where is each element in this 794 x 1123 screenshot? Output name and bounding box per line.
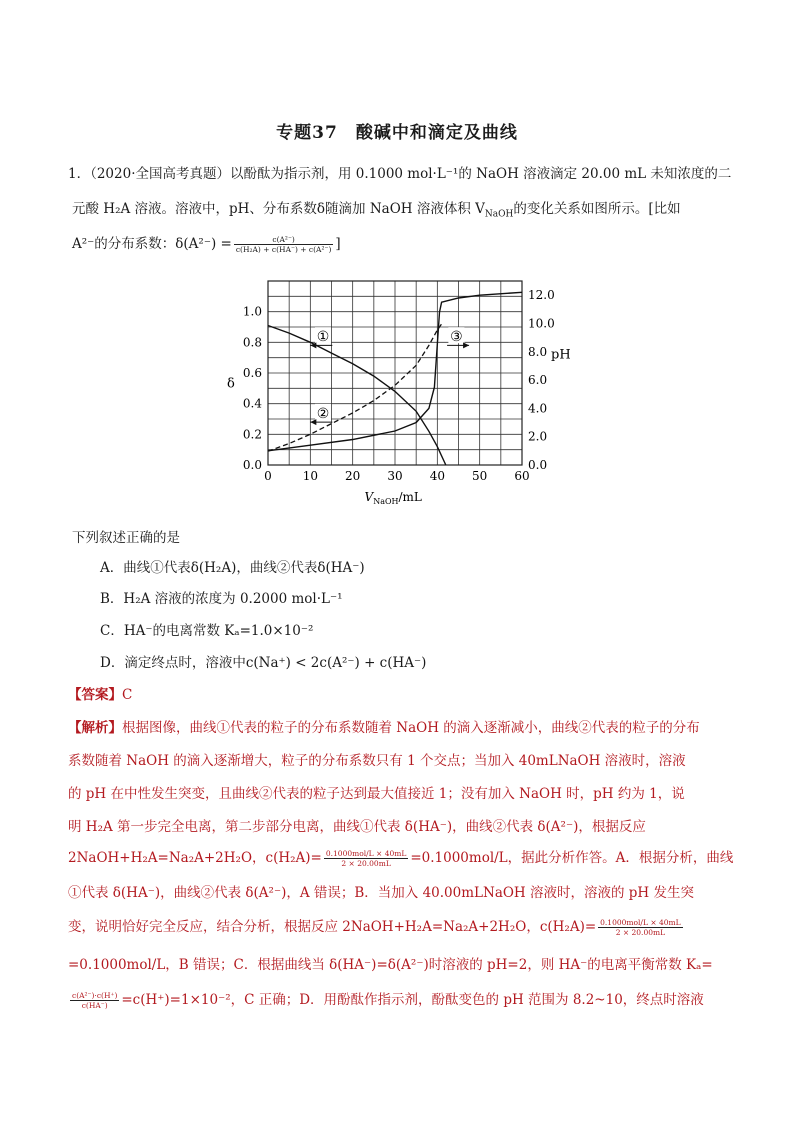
fraction-numerator: c(A²⁻) [234,235,334,245]
ka-fraction-denominator: c(HA⁻) [81,1001,108,1010]
analysis-line-6: ①代表 δ(HA⁻)，曲线②代表 δ(A²⁻)，A 错误；B．当加入 40.00mLNaOH 溶液时，溶液的 pH 发生突 [68,885,694,901]
fraction-1-numerator: 0.1000mol/L × 40mL [325,849,407,858]
distribution-fraction [234,235,334,254]
arrow-head [310,419,316,425]
arrow-head [463,342,469,348]
right-tick-label: 4.0 [528,401,548,416]
concentration-fraction-2 [598,918,682,937]
right-axis-ticks [528,288,555,472]
titration-chart [225,276,571,516]
option-b-letter: B． [100,591,124,607]
x-axis-label-var: V [364,490,374,504]
question-line-3-end: ] [335,236,341,252]
question-line-3-pre: A²⁻的分布系数：δ(A²⁻) = [72,236,232,252]
analysis-line-2: 系数随着 NaOH 的滴入逐渐增大，粒子的分布系数只有 1 个交点；当加入 40mLNaOH 溶液时，溶液 [68,753,686,769]
fraction-denominator: c(H₂A) + c(HA⁻) + c(A²⁻) [235,245,332,254]
option-a-letter: A． [100,560,124,576]
option-d-letter: D． [100,655,125,671]
series-2-line [268,324,442,451]
page-title: 专题37 酸碱中和滴定及曲线 [276,123,518,143]
question-line-1: 1．（2020·全国高考真题）以酚酞为指示剂，用 0.1000 mol·L⁻¹的 NaOH 溶液滴定 20.00 mL 未知浓度的二 [68,166,732,182]
option-b-text: H₂A 溶液的浓度为 0.2000 mol·L⁻¹ [123,591,343,607]
curve-annotations [310,327,469,425]
option-d-text: 滴定终点时，溶液中c(Na⁺) < 2c(A²⁻) + c(HA⁻) [124,655,427,671]
analysis-line-9-post: =c(H⁺)=1×10⁻²，C 正确；D．用酚酞作指示剂，酚酞变色的 pH 范围为 8.2~10，终点时溶液 [121,992,704,1008]
concentration-fraction-1 [324,849,408,868]
x-tick-label: 10 [302,469,318,483]
option-c [100,621,313,641]
x-axis-label-unit: /mL [398,490,422,504]
analysis-line-9 [68,990,704,1010]
question-line-2-end: 的变化关系如图所示。[比如 [513,201,681,217]
chart-grid [268,281,522,465]
analysis-line-7-pre: 变，说明恰好完全反应，结合分析，根据反应 2NaOH+H₂A=Na₂A+2H₂O，c(H₂A)= [68,919,597,935]
option-c-letter: C． [100,623,124,639]
question-prompt: 下列叙述正确的是 [72,530,180,546]
analysis-line-5 [68,848,733,868]
analysis-text-1: 根据图像，曲线①代表的粒子的分布系数随着 NaOH 的滴入逐渐减小，曲线②代表的粒子的分布 [122,720,700,736]
question-line-2-sub: NaOH [484,209,514,220]
question-line-2-text: 元酸 H₂A 溶液。溶液中，pH、分布系数δ随滴加 NaOH 溶液体积 V [72,201,485,217]
option-b [100,589,343,609]
answer-label: 【答案】 [68,687,122,703]
y-axis-label-left: δ [227,376,235,392]
ka-fraction [70,991,119,1010]
left-tick-label: 0.6 [242,366,262,380]
y-axis-label-right: pH [551,347,571,363]
option-c-text: HA⁻的电离常数 Kₐ=1.0×10⁻² [123,623,314,639]
series-1-line [268,326,446,466]
analysis-line-5-pre: 2NaOH+H₂A=Na₂A+2H₂O，c(H₂A)= [68,850,322,866]
question-line-2 [72,199,681,225]
analysis-line-3: 的 pH 在中性发生突变，且曲线②代表的粒子达到最大值接近 1；没有加入 NaOH 时，pH 约为 1，说 [68,786,685,802]
fraction-1-denominator: 2 × 20.00mL [341,859,391,868]
left-tick-label: 0.0 [242,458,262,472]
analysis-line-1 [68,718,700,738]
analysis-line-8: =0.1000mol/L，B 错误；C．根据曲线当 δ(HA⁻)=δ(A²⁻)时溶液的 pH=2，则 HA⁻的电离平衡常数 Kₐ= [68,957,713,973]
right-tick-label: 8.0 [528,344,548,359]
x-axis-label-sub: NaOH [373,497,399,506]
left-tick-label: 0.2 [242,427,262,442]
x-axis-ticks [264,469,529,483]
left-axis-ticks [243,305,262,472]
option-a-text: 曲线①代表δ(H₂A)，曲线②代表δ(HA⁻) [123,560,365,576]
analysis-line-4: 明 H₂A 第一步完全电离，第二步部分电离，曲线①代表 δ(HA⁻)，曲线②代表 δ(A²⁻)，根据反应 [68,819,646,835]
ka-fraction-numerator: c(A²⁻)·c(H⁺) [72,991,118,1000]
fraction-2-denominator: 2 × 20.00mL [615,928,666,937]
analysis-line-5-post: =0.1000mol/L，据此分析作答。A．根据分析，曲线 [410,850,734,866]
x-tick-label: 50 [472,469,488,483]
right-tick-label: 12.0 [528,288,555,303]
fraction-2-numerator: 0.1000mol/L × 40mL [600,918,681,927]
x-tick-label: 40 [429,469,445,483]
answer-value: C [122,687,133,703]
right-tick-label: 6.0 [528,373,548,388]
right-tick-label: 0.0 [528,458,548,472]
question-line-3 [72,234,341,254]
x-tick-label: 60 [514,469,530,483]
x-tick-label: 20 [345,469,361,483]
right-tick-label: 10.0 [528,316,555,331]
left-tick-label: 0.8 [242,335,262,350]
left-tick-label: 1.0 [242,304,262,319]
answer-line [68,685,132,705]
annotation-label: ① [316,329,330,346]
option-d [100,653,426,673]
option-a [100,558,365,578]
right-tick-label: 2.0 [528,429,548,444]
annotation-label: ③ [450,329,463,346]
left-tick-label: 0.4 [242,396,262,411]
x-axis-label [365,490,422,506]
x-tick-label: 30 [387,469,403,483]
analysis-line-7 [68,917,685,937]
annotation-label: ② [316,405,330,422]
x-tick-label: 0 [264,469,272,483]
analysis-label: 【解析】 [68,720,122,736]
